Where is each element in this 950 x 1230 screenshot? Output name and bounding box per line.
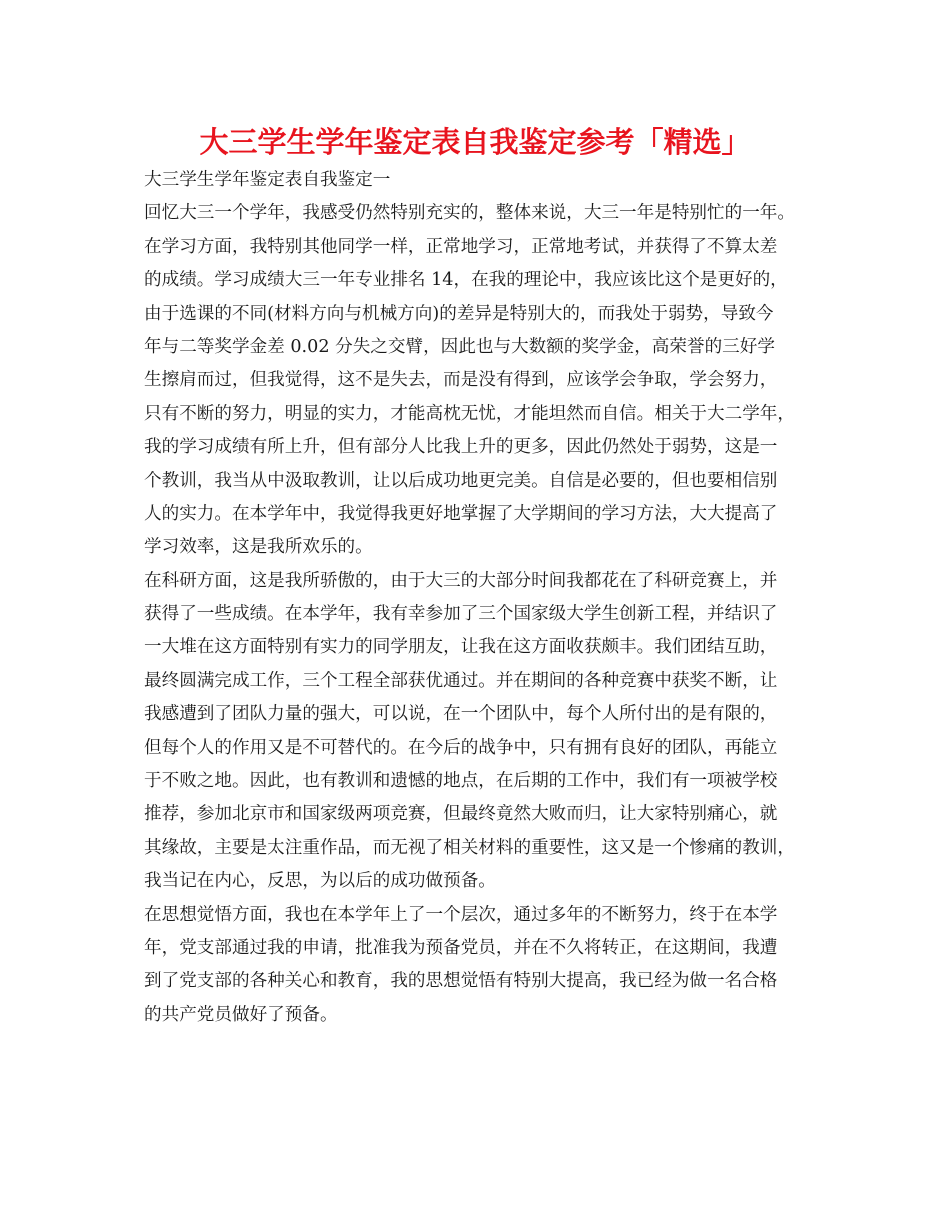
paragraph-line: 到了党支部的各种关心和教育，我的思想觉悟有特别大提高，我已经为做一名合格	[144, 971, 778, 992]
paragraph-line: 在思想觉悟方面，我也在本学年上了一个层次，通过多年的不断努力，终于在本学	[144, 904, 778, 925]
paragraph-line: 获得了一些成绩。在本学年，我有幸参加了三个国家级大学生创新工程，并结识了	[144, 604, 778, 625]
paragraph-line: 在学习方面，我特别其他同学一样，正常地学习，正常地考试，并获得了不算太差	[144, 236, 778, 257]
paragraph-2	[144, 565, 824, 899]
paragraph-line: 其缘故，主要是太注重作品，而无视了相关材料的重要性，这又是一个惨痛的教训，	[144, 837, 795, 858]
paragraph-line: 年与二等奖学金差 0.02 分失之交臂，因此也与大数额的奖学金，高荣誉的三好学	[144, 336, 775, 357]
paragraph-line: 个教训，我当从中汲取教训，让以后成功地更完美。自信是必要的，但也要相信别	[144, 470, 778, 491]
paragraph-line: 的共产党员做好了预备。	[144, 1004, 338, 1025]
paragraph-line: 推荐，参加北京市和国家级两项竞赛，但最终竟然大败而归，让大家特别痛心，就	[144, 804, 778, 825]
paragraph-3	[144, 899, 824, 1033]
paragraph-line: 我感遭到了团队力量的强大，可以说，在一个团队中，每个人所付出的是有限的，	[144, 704, 778, 725]
paragraph-line: 一大堆在这方面特别有实力的同学朋友，让我在这方面收获颇丰。我们团结互助，	[144, 637, 778, 658]
document-subtitle: 大三学生学年鉴定表自我鉴定一	[144, 170, 391, 190]
paragraph-line: 学习效率，这是我所欢乐的。	[144, 537, 373, 558]
paragraph-line: 我当记在内心，反思，为以后的成功做预备。	[144, 871, 496, 892]
paragraph-line: 人的实力。在本学年中，我觉得我更好地掌握了大学期间的学习方法，大大提高了	[144, 503, 778, 524]
document-body	[144, 164, 824, 1032]
paragraph-line: 只有不断的努力，明显的实力，才能高枕无忧，才能坦然而自信。相关于大二学年，	[144, 403, 795, 424]
paragraph-line: 生擦肩而过，但我觉得，这不是失去，而是没有得到，应该学会争取，学会努力，	[144, 370, 778, 391]
paragraph-line: 由于选课的不同(材料方向与机械方向)的差异是特别大的，而我处于弱势，导致今	[144, 303, 774, 324]
paragraph-line: 我的学习成绩有所上升，但有部分人比我上升的更多，因此仍然处于弱势，这是一	[144, 437, 778, 458]
paragraph-line: 年，党支部通过我的申请，批准我为预备党员，并在不久将转正，在这期间，我遭	[144, 937, 778, 958]
paragraph-line: 回忆大三一个学年，我感受仍然特别充实的，整体来说，大三一年是特别忙的一年。	[144, 203, 795, 224]
document-title: 大三学生学年鉴定表自我鉴定参考「精选」	[199, 125, 751, 159]
paragraph-line: 最终圆满完成工作，三个工程全部获优通过。并在期间的各种竞赛中获奖不断，让	[144, 670, 778, 691]
paragraph-1	[144, 197, 824, 564]
paragraph-line: 的成绩。学习成绩大三一年专业排名 14，在我的理论中，我应该比这个是更好的，	[144, 270, 788, 291]
paragraph-line: 在科研方面，这是我所骄傲的，由于大三的大部分时间我都花在了科研竞赛上，并	[144, 570, 778, 591]
paragraph-line: 但每个人的作用又是不可替代的。在今后的战争中，只有拥有良好的团队，再能立	[144, 737, 778, 758]
paragraph-line: 于不败之地。因此，也有教训和遗憾的地点，在后期的工作中，我们有一项被学校	[144, 771, 778, 792]
